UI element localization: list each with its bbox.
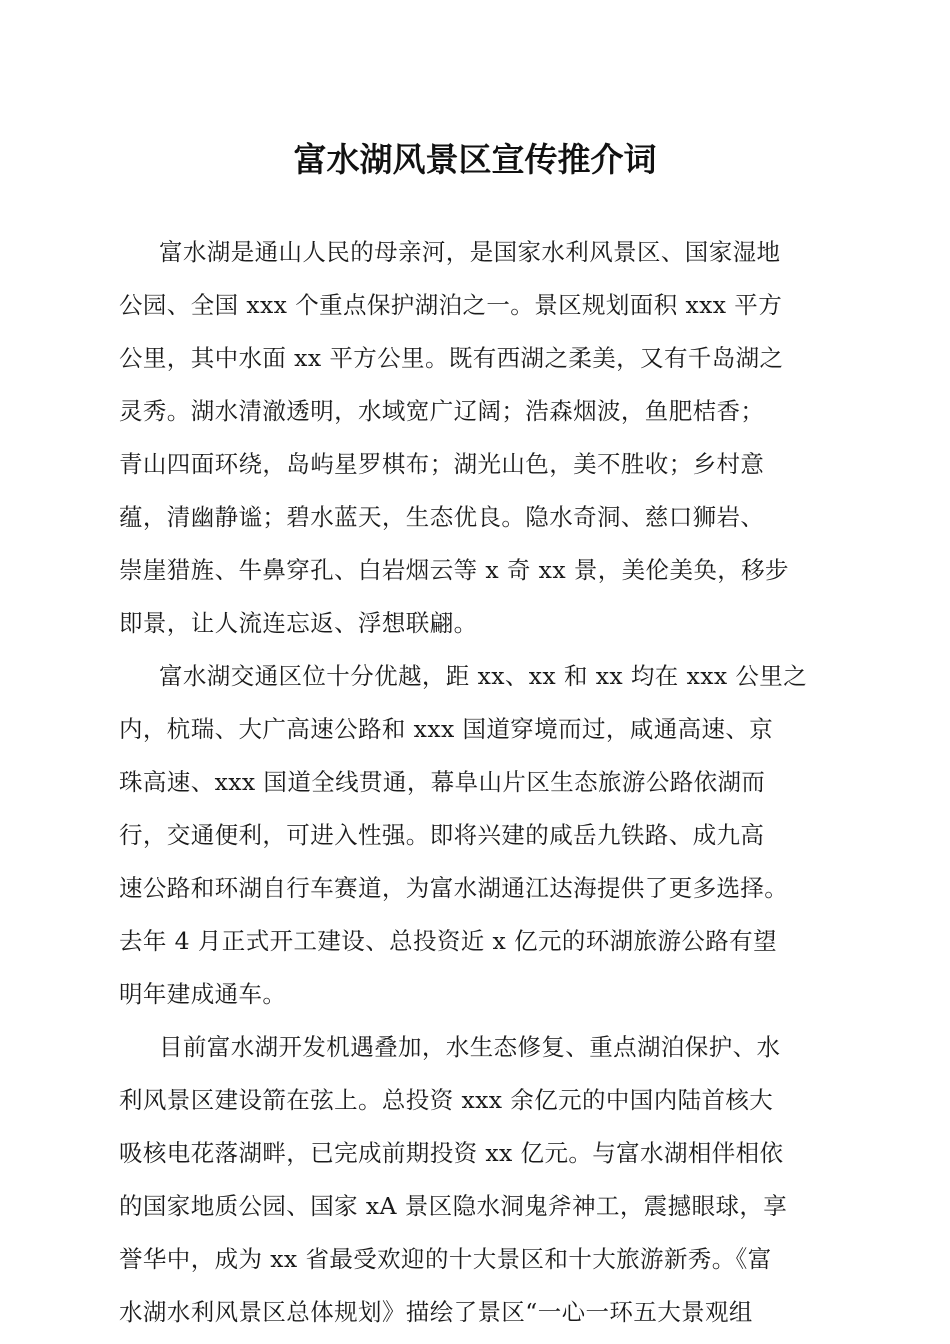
- paragraph-2-line-4: 行，交通便利，可进入性强。即将兴建的咸岳九铁路、成九高: [119, 821, 765, 849]
- paragraph-2-line-6: 去年 4 月正式开工建设、总投资近 x 亿元的环湖旅游公路有望: [119, 927, 777, 955]
- paragraph-3-line-3: 吸核电花落湖畔，已完成前期投资 xx 亿元。与富水湖相伴相依: [119, 1139, 784, 1167]
- paragraph-1-line-7: 崇崖猎旌、牛鼻穿孔、白岩烟云等 x 奇 xx 景，美伦美奂，移步: [119, 556, 789, 584]
- paragraph-1-line-5: 青山四面环绕，岛屿星罗棋布；湖光山色，美不胜收；乡村意: [119, 450, 765, 478]
- document-body: [119, 226, 835, 1339]
- paragraph-1-line-2: 公园、全国 xxx 个重点保护湖泊之一。景区规划面积 xxx 平方: [119, 291, 783, 319]
- paragraph-2-line-5: 速公路和环湖自行车赛道，为富水湖通江达海提供了更多选择。: [119, 874, 789, 902]
- paragraph-2-line-7: 明年建成通车。: [119, 980, 287, 1008]
- paragraph-1-line-4: 灵秀。湖水清澈透明，水域宽广辽阔；浩森烟波，鱼肥桔香；: [119, 397, 765, 425]
- paragraph-1-line-8: 即景，让人流连忘返、浮想联翩。: [119, 609, 478, 637]
- paragraph-3-line-1: 目前富水湖开发机遇叠加，水生态修复、重点湖泊保护、水: [159, 1033, 781, 1061]
- paragraph-3-line-5: 誉华中，成为 xx 省最受欢迎的十大景区和十大旅游新秀。《富: [119, 1245, 772, 1273]
- document-title: 富水湖风景区宣传推介词: [293, 140, 657, 179]
- paragraph-3-line-6: 水湖水利风景区总体规划》描绘了景区“一心一环五大景观组: [119, 1298, 753, 1326]
- paragraph-1-line-6: 蕴，清幽静谧；碧水蓝天，生态优良。隐水奇洞、慈口狮岩、: [119, 503, 765, 531]
- paragraph-3-line-4: 的国家地质公园、国家 xA 景区隐水洞鬼斧神工，震撼眼球，享: [119, 1192, 788, 1220]
- paragraph-1-line-3: 公里，其中水面 xx 平方公里。既有西湖之柔美，又有千岛湖之: [119, 344, 784, 372]
- paragraph-2-line-2: 内，杭瑞、大广高速公路和 xxx 国道穿境而过，咸通高速、京: [119, 715, 774, 743]
- paragraph-3-line-2: 利风景区建设箭在弦上。总投资 xxx 余亿元的中国内陆首核大: [119, 1086, 774, 1114]
- paragraph-2-line-3: 珠高速、xxx 国道全线贯通，幕阜山片区生态旅游公路依湖而: [119, 768, 766, 796]
- paragraph-2-line-1: 富水湖交通区位十分优越，距 xx、xx 和 xx 均在 xxx 公里之: [159, 662, 808, 690]
- paragraph-1-line-1: 富水湖是通山人民的母亲河，是国家水利风景区、国家湿地: [159, 238, 781, 266]
